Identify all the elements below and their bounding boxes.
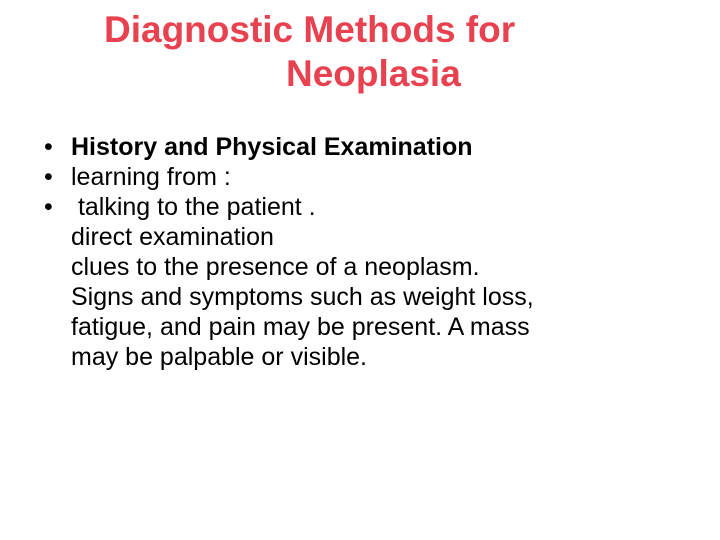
bullet-text: History and Physical Examination <box>71 133 473 161</box>
continuation-line: direct examination <box>71 223 274 251</box>
bullet-marker: • <box>44 163 53 191</box>
slide-title-line-2: Neoplasia <box>286 53 461 94</box>
bullet-text: learning from : <box>71 163 231 191</box>
continuation-line: clues to the presence of a neoplasm. <box>71 253 480 281</box>
bullet-marker: • <box>44 193 53 221</box>
slide-title <box>100 8 600 96</box>
continuation-line: may be palpable or visible. <box>71 343 367 371</box>
bullet-item-learning <box>44 162 704 192</box>
continuation-line: fatigue, and pain may be present. A mass <box>71 313 530 341</box>
bullet-list <box>44 132 704 372</box>
bullet-text: talking to the patient . <box>71 193 316 221</box>
bullet-item-history <box>44 132 704 162</box>
slide-title-line-1: Diagnostic Methods for <box>104 9 516 50</box>
bullet-marker: • <box>44 133 53 161</box>
continuation-line: Signs and symptoms such as weight loss, <box>71 283 534 311</box>
bullet-item-talking <box>44 192 704 372</box>
